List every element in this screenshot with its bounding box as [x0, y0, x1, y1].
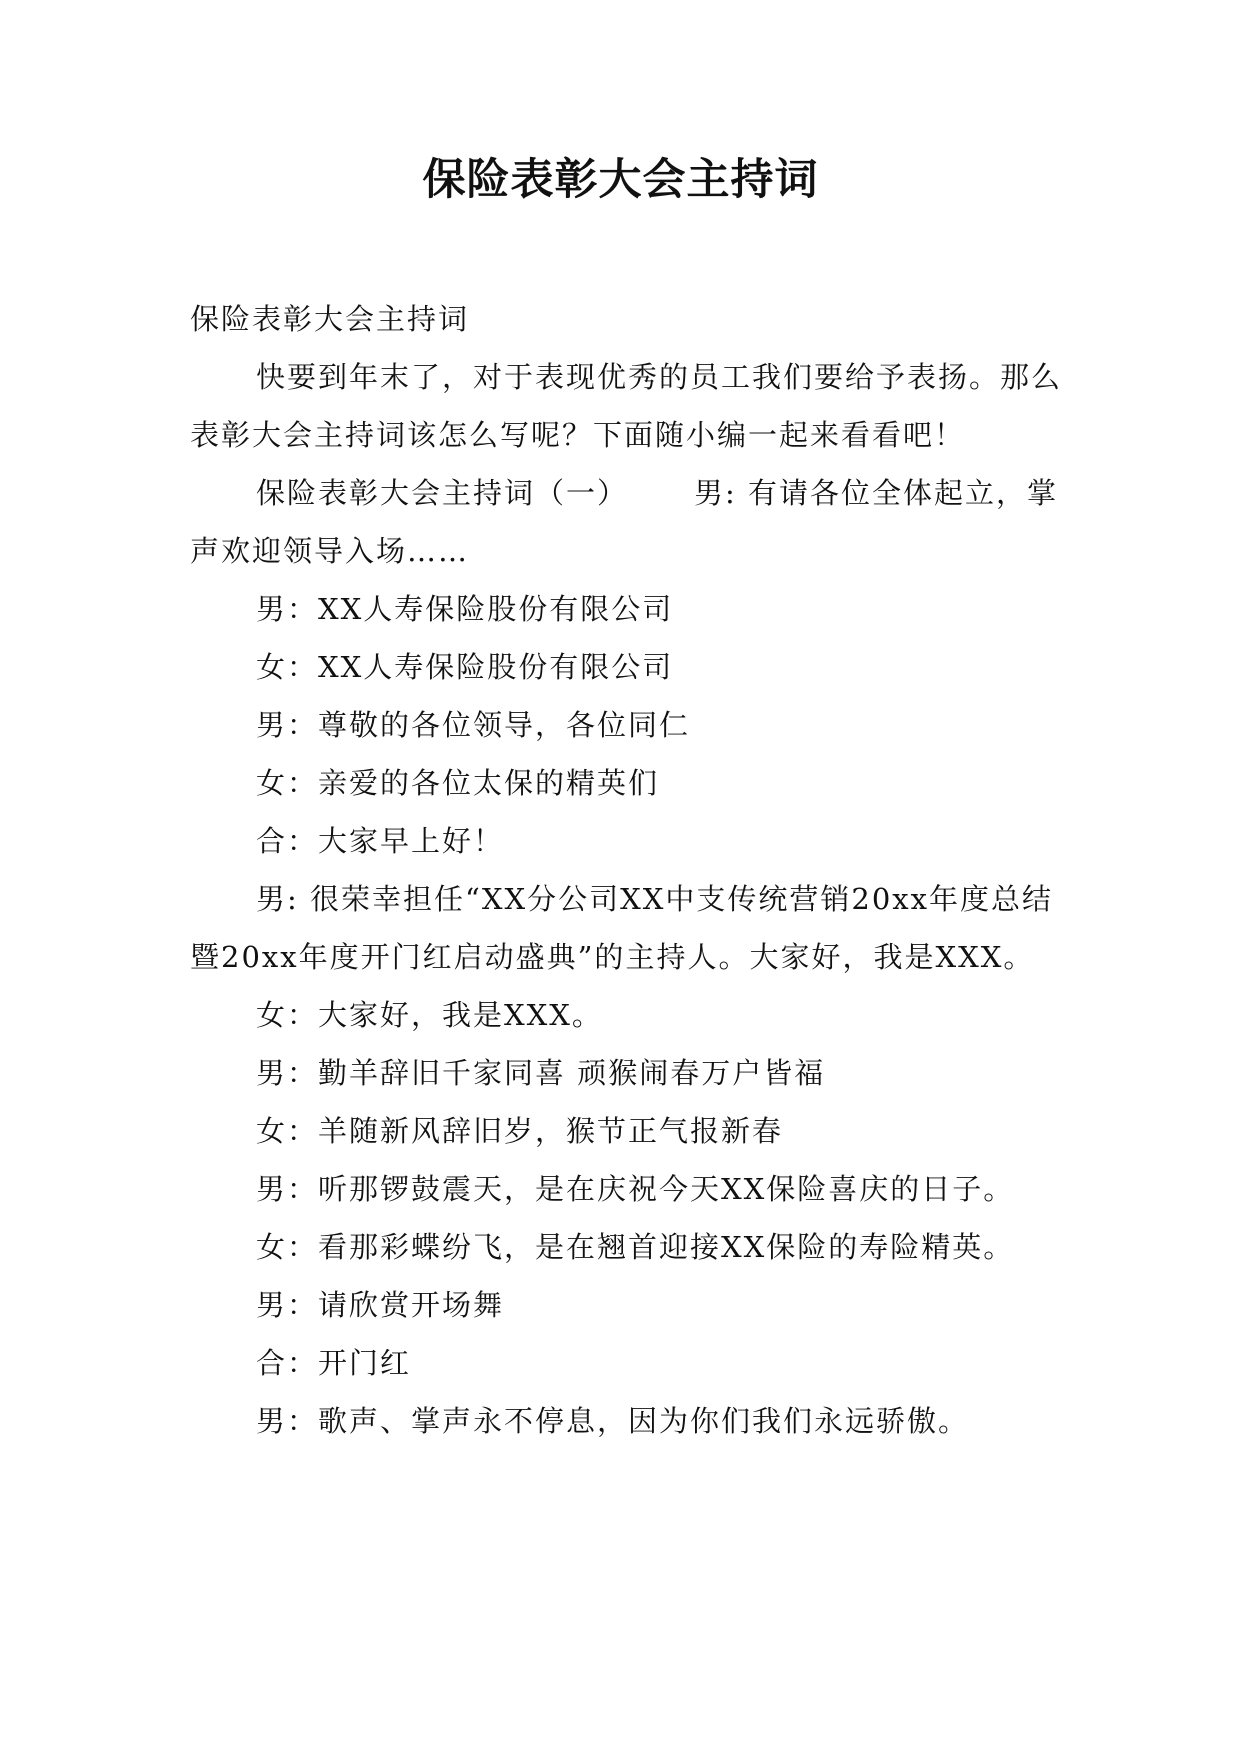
dialogue-line: 女：XX人寿保险股份有限公司	[256, 650, 674, 684]
dialogue-line: 女：羊随新风辞旧岁，猴节正气报新春	[256, 1114, 784, 1148]
dialogue-line: 女：亲爱的各位太保的精英们	[256, 766, 660, 800]
section-paragraph	[190, 464, 1070, 580]
intro-paragraph: 快要到年末了，对于表现优秀的员工我们要给予表扬。那么表彰大会主持词该怎么写呢？下面随小编一起来看看吧！	[190, 360, 1063, 452]
subtitle: 保险表彰大会主持词	[190, 302, 470, 336]
dialogue-line: 男：尊敬的各位领导，各位同仁	[256, 708, 691, 742]
dialogue-line: 男：歌声、掌声永不停息，因为你们我们永远骄傲。	[256, 1404, 970, 1438]
document-title: 保险表彰大会主持词	[422, 155, 819, 205]
section-heading: 保险表彰大会主持词（一）	[256, 476, 629, 510]
dialogue-line: 男：请欣赏开场舞	[256, 1288, 505, 1322]
dialogue-line: 合：大家早上好！	[256, 824, 505, 858]
dialogue-line: 男：勤羊辞旧千家同喜 顽猴闹春万户皆福	[256, 1056, 826, 1090]
dialogue-line: 男：听那锣鼓震天，是在庆祝今天XX保险喜庆的日子。	[256, 1172, 1015, 1206]
section-first-line: 男: 有请各位全体起立，掌声欢迎领导入场……	[190, 476, 1059, 568]
dialogue-line: 合：开门红	[256, 1346, 412, 1380]
dialogue-line: 男：XX人寿保险股份有限公司	[256, 592, 674, 626]
dialogue-line: 女：大家好，我是XXX。	[256, 998, 603, 1032]
document-body	[190, 290, 1070, 1450]
dialogue-line: 女：看那彩蝶纷飞，是在翘首迎接XX保险的寿险精英。	[256, 1230, 1015, 1264]
dialogue-line: 男: 很荣幸担任“XX分公司XX中支传统营销20xx年度总结暨20xx年度开门红启动盛典”的主持人。大家好，我是XXX。	[190, 882, 1054, 974]
